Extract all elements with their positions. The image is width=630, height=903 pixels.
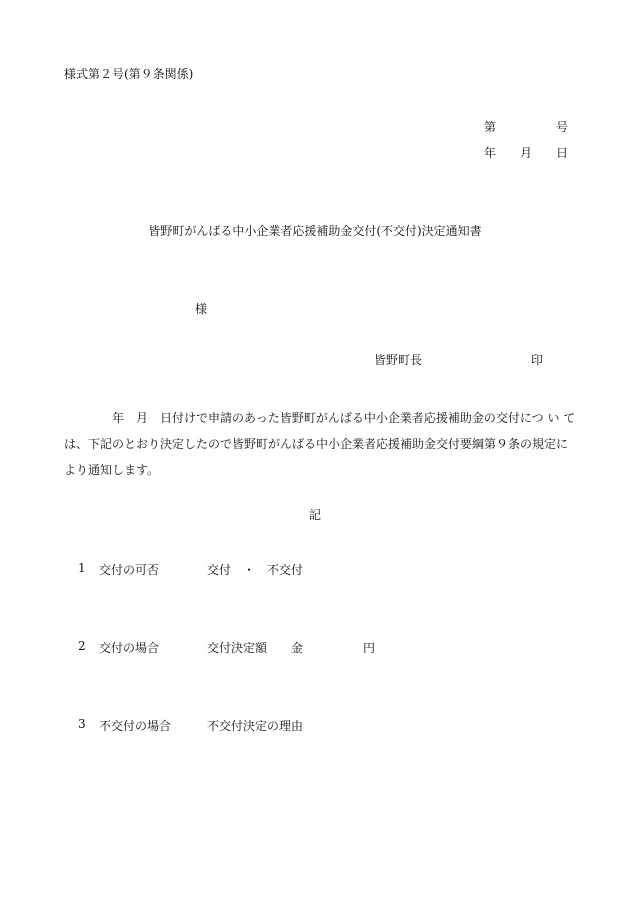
item-value: 交付決定額 [207,641,268,655]
amount-prefix: 金 [291,641,304,655]
date-day-label: 日 [556,146,569,160]
document-number-prefix: 第 [484,120,497,134]
item-row-3 [0,717,630,731]
document-number-suffix: 号 [556,120,569,134]
document-title: 皆野町がんばる中小企業者応援補助金交付(不交付)決定通知書 [148,224,482,238]
sender-name: 皆野町長 [374,353,423,367]
item-row-1 [0,561,630,575]
notice-body-line-2: は、下記のとおり決定したので皆野町がんばる中小企業者応援補助金交付要綱第９条の規定に [64,437,569,451]
notice-body-line-1: 年 月 日付けで申請のあった皆野町がんばる中小企業者応援補助金の交付につ い て [112,411,576,425]
addressee-honorific: 様 [195,302,208,316]
item-label: 不交付の場合 [99,719,172,733]
item-number: 1 [78,561,86,575]
date-year-label: 年 [484,146,497,160]
notice-body-line-3: より通知します。 [64,463,160,477]
item-row-2 [0,639,630,653]
seal-mark: 印 [531,353,544,367]
item-number: 3 [78,717,86,731]
item-label: 交付の可否 [99,563,160,577]
ki-heading: 記 [308,508,321,522]
item-label: 交付の場合 [99,641,160,655]
notice-body [64,405,576,483]
item-number: 2 [78,639,86,653]
item-value: 交付 ・ 不交付 [207,563,304,577]
date-month-label: 月 [520,146,533,160]
form-number-label: 様式第２号(第９条関係) [64,67,194,81]
amount-unit: 円 [363,641,376,655]
item-value: 不交付決定の理由 [207,719,304,733]
